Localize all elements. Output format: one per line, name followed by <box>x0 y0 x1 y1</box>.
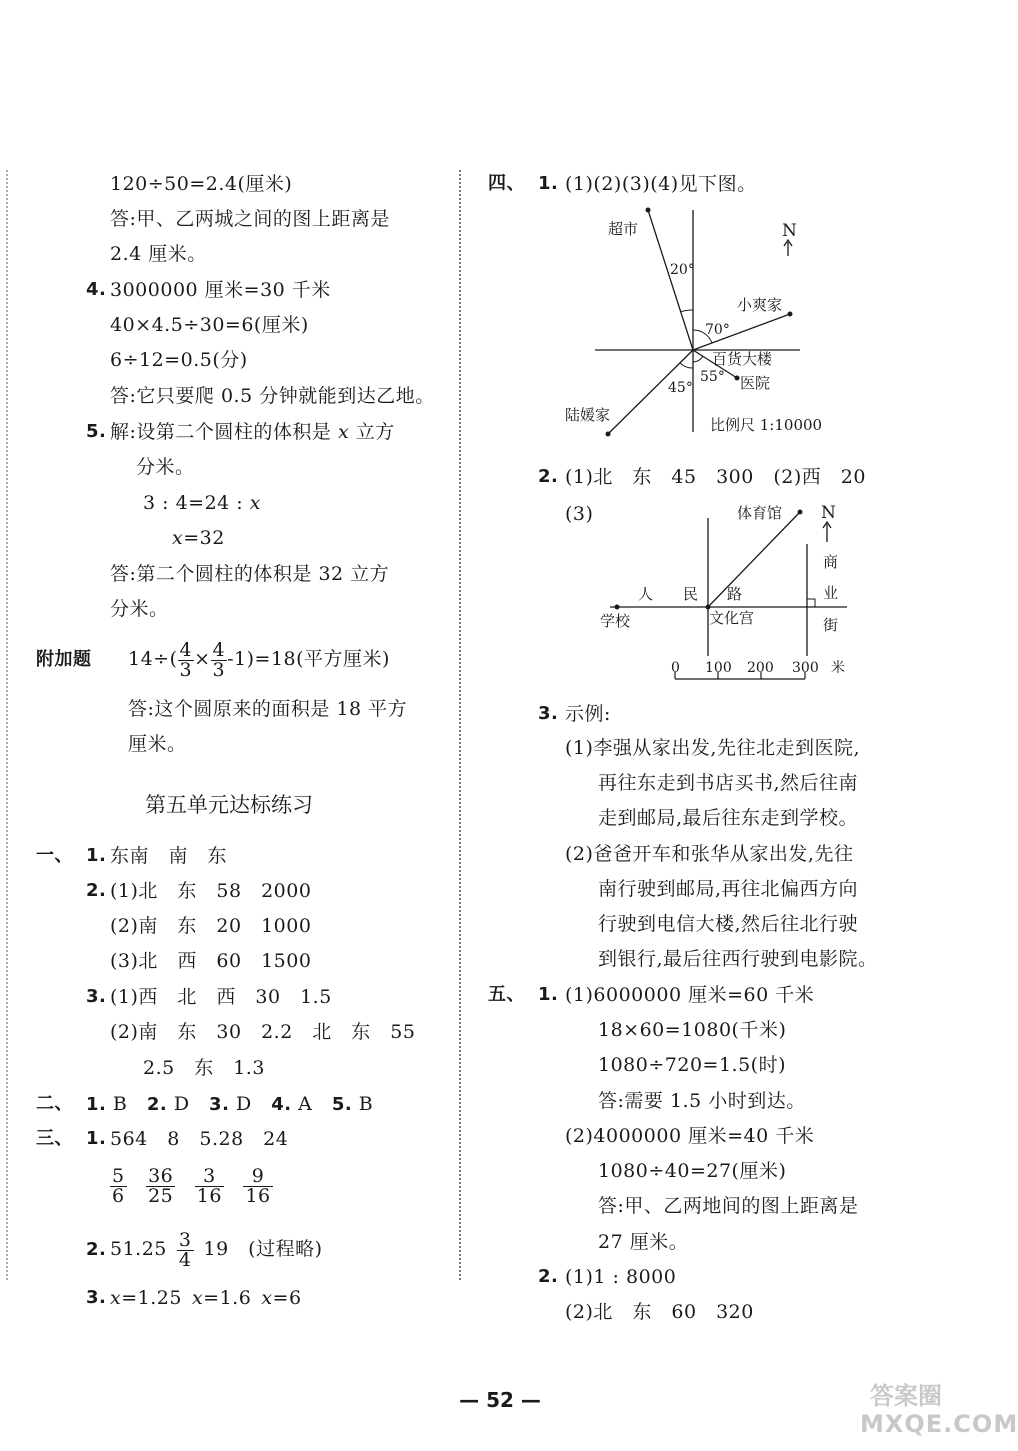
line: (2)北 东 60 320 <box>565 1301 754 1323</box>
xiaoshuang-home-label: 小爽家 <box>737 296 783 314</box>
section-label: 三、 <box>36 1128 73 1149</box>
column-divider <box>459 170 461 1280</box>
choice-answers: 1. B 2. D 3. D 4. A 5. B <box>86 1093 374 1115</box>
scale-tick-label: 100 <box>705 660 732 676</box>
watermark-url: MXQE.COM <box>860 1410 1018 1438</box>
line: 564 8 5.28 24 <box>110 1128 289 1150</box>
line: 2.4 厘米。 <box>110 243 207 265</box>
text: × <box>194 648 211 670</box>
line: 分米。 <box>110 598 169 620</box>
luyuan-home-point <box>606 432 611 437</box>
line: 答:这个圆原来的面积是 18 平方 <box>128 698 408 720</box>
line: (1)1 : 8000 <box>565 1266 677 1288</box>
hospital-point <box>735 376 740 381</box>
question-number: 3. <box>86 986 107 1007</box>
scale-tick-label: 0 <box>671 660 680 676</box>
line <box>172 526 225 550</box>
street-char-jie: 街 <box>823 616 839 634</box>
variable: x <box>337 421 350 443</box>
question-number: 2. <box>538 466 559 487</box>
fraction-answers <box>110 1162 273 1208</box>
line: 51.25 $\frac{3}{4}$ 19 (过程略) <box>110 1228 323 1271</box>
line <box>110 420 395 444</box>
section-label: 二、 <box>36 1093 73 1114</box>
line: 答:它只要爬 0.5 分钟就能到达乙地。 <box>110 385 435 407</box>
line: 到银行,最后往西行驶到电影院。 <box>598 948 878 970</box>
luyuan-home-label: 陆媛家 <box>565 406 611 424</box>
road-char-min: 民 <box>683 585 699 603</box>
angle-label-45: 45° <box>668 380 693 396</box>
street-char-shang: 商 <box>823 553 839 571</box>
fraction: $\frac{4}{3}$ <box>212 638 226 681</box>
line: 3000000 厘米=30 千米 <box>110 279 331 301</box>
stadium-label: 体育馆 <box>737 504 783 522</box>
stadium-point <box>798 510 803 515</box>
line: (1)西 北 西 30 1.5 <box>110 986 332 1008</box>
road-char-ren: 人 <box>638 585 654 603</box>
angle-label-20: 20° <box>670 262 695 278</box>
question-number: 5. <box>86 421 107 442</box>
line: (2)南 东 30 2.2 北 东 55 <box>110 1021 416 1043</box>
fraction: $\frac{3}{16}$ <box>196 1164 222 1207</box>
school-label: 学校 <box>600 612 631 630</box>
line: 再往东走到书店买书,然后往南 <box>598 772 859 794</box>
line: 18×60=1080(千米) <box>598 1019 787 1041</box>
text: 立方 <box>349 421 395 443</box>
extra-question-label: 附加题 <box>36 649 92 670</box>
question-number: 1. <box>538 984 559 1005</box>
xiaoshuang-home-point <box>788 312 793 317</box>
road-char-lu: 路 <box>727 585 743 603</box>
text: 解:设第二个圆柱的体积是 <box>110 421 338 443</box>
line: (3) <box>565 503 594 525</box>
culture-palace-label: 文化宫 <box>709 609 755 627</box>
scale-tick-label: 200 <box>747 660 774 676</box>
text: =32 <box>183 527 225 549</box>
angle-arc-20 <box>680 310 693 312</box>
question-number: 2. <box>538 1266 559 1287</box>
line: 答:第二个圆柱的体积是 32 立方 <box>110 563 390 585</box>
line-to-supermarket <box>648 210 693 350</box>
line: (1)北 东 45 300 (2)西 20 <box>565 466 866 488</box>
variable: x <box>249 492 261 514</box>
question-number: 1. <box>538 173 559 194</box>
fraction: $\frac{4}{3}$ <box>179 638 193 681</box>
page-number: — 52 — <box>459 1388 541 1412</box>
section-label: 五、 <box>488 984 525 1005</box>
fraction: $\frac{5}{6}$ <box>112 1164 125 1207</box>
text: 3 : 4=24 : <box>143 492 250 514</box>
angle-arc-55 <box>693 356 703 362</box>
question-number: 1. <box>86 845 107 866</box>
fraction: $\frac{9}{16}$ <box>245 1164 271 1207</box>
extra-question-expression <box>128 636 390 682</box>
line: 27 厘米。 <box>598 1231 689 1253</box>
angle-label-70: 70° <box>705 322 730 338</box>
line <box>143 491 261 515</box>
hospital-label: 医院 <box>740 374 771 392</box>
line: 答:甲、乙两城之间的图上距离是 <box>110 208 390 230</box>
section-title: 第五单元达标练习 <box>145 793 313 817</box>
question-number: 2. <box>86 1239 107 1260</box>
question-number: 3. <box>538 703 559 724</box>
north-label: N <box>782 221 797 241</box>
line: (3)北 西 60 1500 <box>110 950 312 972</box>
line: 40×4.5÷30=6(厘米) <box>110 314 309 336</box>
variable: x <box>172 527 184 549</box>
line: (1)(2)(3)(4)见下图。 <box>565 173 757 195</box>
direction-map-1 <box>560 200 880 445</box>
question-number: 2. <box>86 880 107 901</box>
school-point <box>615 605 620 610</box>
line: 1080÷720=1.5(时) <box>598 1054 787 1076</box>
angle-label-55: 55° <box>700 369 725 385</box>
right-angle-mark <box>807 599 815 607</box>
north-label: N <box>821 503 836 523</box>
question-number: 3. <box>86 1287 107 1308</box>
line: (1)6000000 厘米=60 千米 <box>565 984 815 1006</box>
line: (1)李强从家出发,先往北走到医院, <box>565 737 860 759</box>
left-margin-dots <box>6 170 8 1280</box>
scale-unit: 米 <box>831 660 845 676</box>
supermarket-label: 超市 <box>608 220 639 238</box>
scale-label: 比例尺 1:10000 <box>710 416 823 434</box>
line: 示例: <box>565 703 611 725</box>
department-store-label: 百货大楼 <box>712 350 773 368</box>
text: -1)=18(平方厘米) <box>227 648 390 670</box>
street-char-ye: 业 <box>823 584 839 602</box>
line: (2)4000000 厘米=40 千米 <box>565 1125 815 1147</box>
line: (1)北 东 58 2000 <box>110 880 312 902</box>
line: (2)爸爸开车和张华从家出发,先往 <box>565 843 854 865</box>
line-to-stadium <box>708 512 800 607</box>
line: 南行驶到邮局,再往北偏西方向 <box>598 878 859 900</box>
question-number: 1. <box>86 1128 107 1149</box>
fraction: $\frac{3}{4}$ <box>178 1228 192 1271</box>
line: 120÷50=2.4(厘米) <box>110 173 293 195</box>
angle-arc-45 <box>680 363 693 368</box>
line: 6÷12=0.5(分) <box>110 349 248 371</box>
fraction: $\frac{36}{25}$ <box>148 1164 174 1207</box>
line: 行驶到电信大楼,然后往北行驶 <box>598 913 859 935</box>
direction-map-2 <box>595 496 865 688</box>
line: 2.5 东 1.3 <box>143 1057 265 1079</box>
line: 分米。 <box>136 456 195 478</box>
line: 答:甲、乙两地间的图上距离是 <box>598 1195 859 1217</box>
line: 走到邮局,最后往东走到学校。 <box>598 807 859 829</box>
scale-tick-label: 300 <box>792 660 819 676</box>
line: (2)南 东 20 1000 <box>110 915 312 937</box>
section-label: 四、 <box>488 173 525 194</box>
line: 东南 南 东 <box>110 845 228 867</box>
line: 答:需要 1.5 小时到达。 <box>598 1090 806 1112</box>
text: 14÷( <box>128 648 178 670</box>
line: 厘米。 <box>128 733 187 755</box>
section-label: 一、 <box>36 845 73 866</box>
line: x=1.25 x=1.6 x=6 <box>110 1287 302 1309</box>
line: 1080÷40=27(厘米) <box>598 1160 787 1182</box>
watermark-logo: 答案圈 <box>870 1382 942 1410</box>
supermarket-point <box>646 208 651 213</box>
question-number: 4. <box>86 279 107 300</box>
